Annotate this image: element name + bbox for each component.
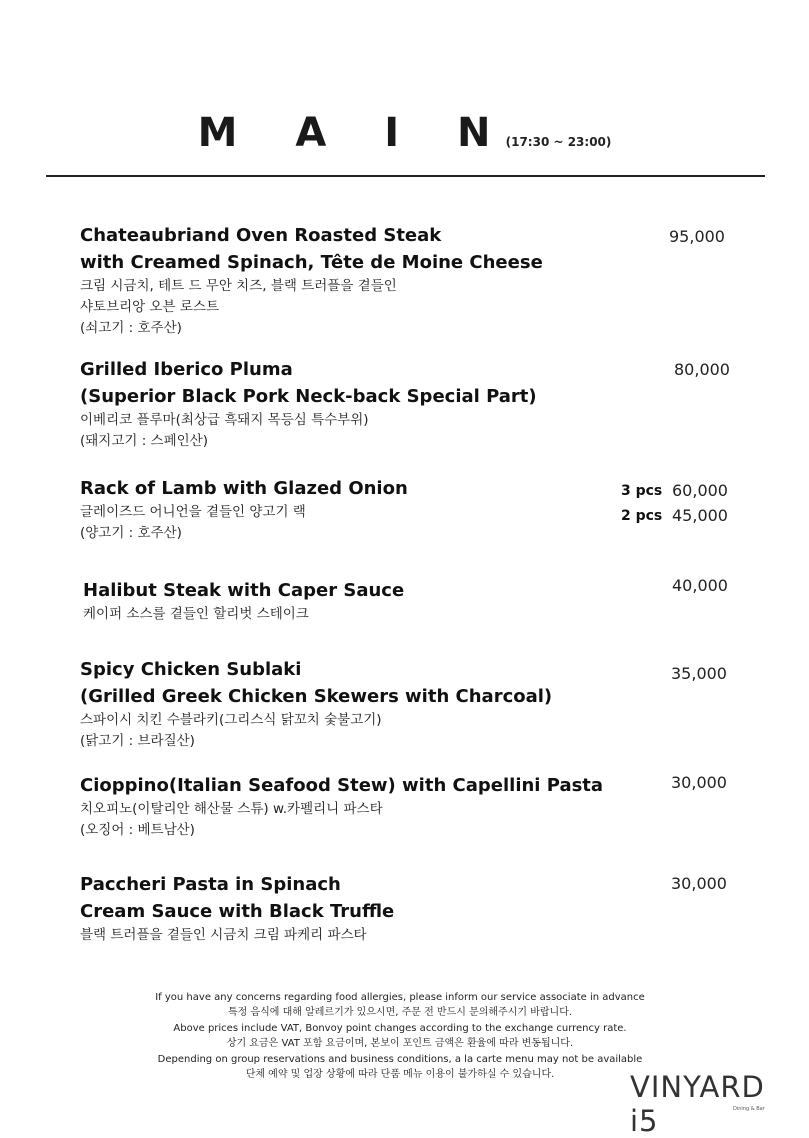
item-description-line: 케이퍼 소스를 곁들인 할리벗 스테이크 [83,606,309,622]
notice-line: 상기 요금은 VAT 포함 요금이며, 본보이 포인트 금액은 환율에 따라 변동됩니다. [226,1038,574,1050]
menu-item-iberico-pluma [80,356,640,452]
menu-header [0,110,809,156]
brand-logo [630,1070,780,1138]
notice-line: Depending on group reservations and business conditions, a la carte menu may not be available [157,1053,643,1065]
footer-notice [130,990,670,1082]
menu-item-cioppino [80,772,640,841]
item-price: 40,000 [672,576,728,595]
header-divider [46,175,765,177]
logo-text: VINYARD i5 [630,1070,765,1138]
notice-line: 특정 음식에 대해 알레르기가 있으시면, 주문 전 반드시 문의해주시기 바랍니다. [227,1007,573,1019]
item-origin: (돼지고기 : 스페인산) [80,433,208,449]
item-description-line: 크림 시금치, 테트 드 무안 치즈, 블랙 트러플을 곁들인 [80,278,397,294]
notice-line: If you have any concerns regarding food allergies, please inform our service associate in advance [155,992,645,1003]
item-description-line: 치오피노(이탈리안 해산물 스튜) w.카펠리니 파스타 [80,801,383,817]
item-name-line: Rack of Lamb with Glazed Onion [80,478,408,499]
menu-item-chicken-sublaki [80,656,640,752]
item-name-line: (Superior Black Pork Neck-back Special Part) [80,386,537,407]
item-name-line: with Creamed Spinach, Tête de Moine Cheese [80,252,543,273]
item-name-line: Chateaubriand Oven Roasted Steak [80,225,442,246]
item-price: 95,000 [669,227,725,246]
item-name-line: Spicy Chicken Sublaki [80,659,302,680]
item-name-line: Cioppino(Italian Seafood Stew) with Capellini Pasta [80,775,604,796]
item-price: 80,000 [674,360,730,379]
option-price: 60,000 [672,481,728,500]
item-origin: (쇠고기 : 호주산) [80,320,182,336]
item-description-line: 이베리코 플루마(최상급 흑돼지 목등심 특수부위) [80,412,369,428]
logo-subtitle: Dining & Bar [733,1106,765,1112]
menu-item-halibut [83,577,643,625]
item-name-line: Halibut Steak with Caper Sauce [83,580,405,601]
option-price: 45,000 [672,506,728,525]
item-description-line: 블랙 트러플을 곁들인 시금치 크림 파케리 파스타 [80,927,367,943]
page-title: M A I N [197,110,513,156]
item-name-line: Grilled Iberico Pluma [80,359,293,380]
item-price: 35,000 [671,664,727,683]
option-quantity: 2 pcs [621,508,663,524]
notice-line: 단체 예약 및 업장 상황에 따라 단품 메뉴 이용이 불가하실 수 있습니다. [245,1069,555,1081]
notice-line: Above prices include VAT, Bonvoy point changes according to the exchange currency rate. [173,1022,627,1034]
item-origin: (양고기 : 호주산) [80,525,182,541]
item-name-line: Paccheri Pasta in Spinach [80,874,341,895]
menu-item-rack-of-lamb [80,475,640,544]
service-hours: (17:30 ~ 23:00) [505,135,612,149]
item-name-line: Cream Sauce with Black Truffle [80,901,395,922]
item-price: 30,000 [671,874,727,893]
item-price: 30,000 [671,773,727,792]
item-origin: (닭고기 : 브라질산) [80,733,195,749]
menu-item-paccheri [80,871,640,946]
item-name-line: (Grilled Greek Chicken Skewers with Charcoal) [80,686,553,707]
item-origin: (오징어 : 베트남산) [80,822,195,838]
menu-item-chateaubriand [80,222,640,339]
item-description-line: 스파이시 치킨 수블라키(그리스식 닭꼬치 숯불고기) [80,712,382,728]
option-quantity: 3 pcs [621,483,663,499]
item-description-line: 글레이즈드 어니언을 곁들인 양고기 랙 [80,504,306,520]
item-description-line: 샤토브리앙 오븐 로스트 [80,299,219,315]
